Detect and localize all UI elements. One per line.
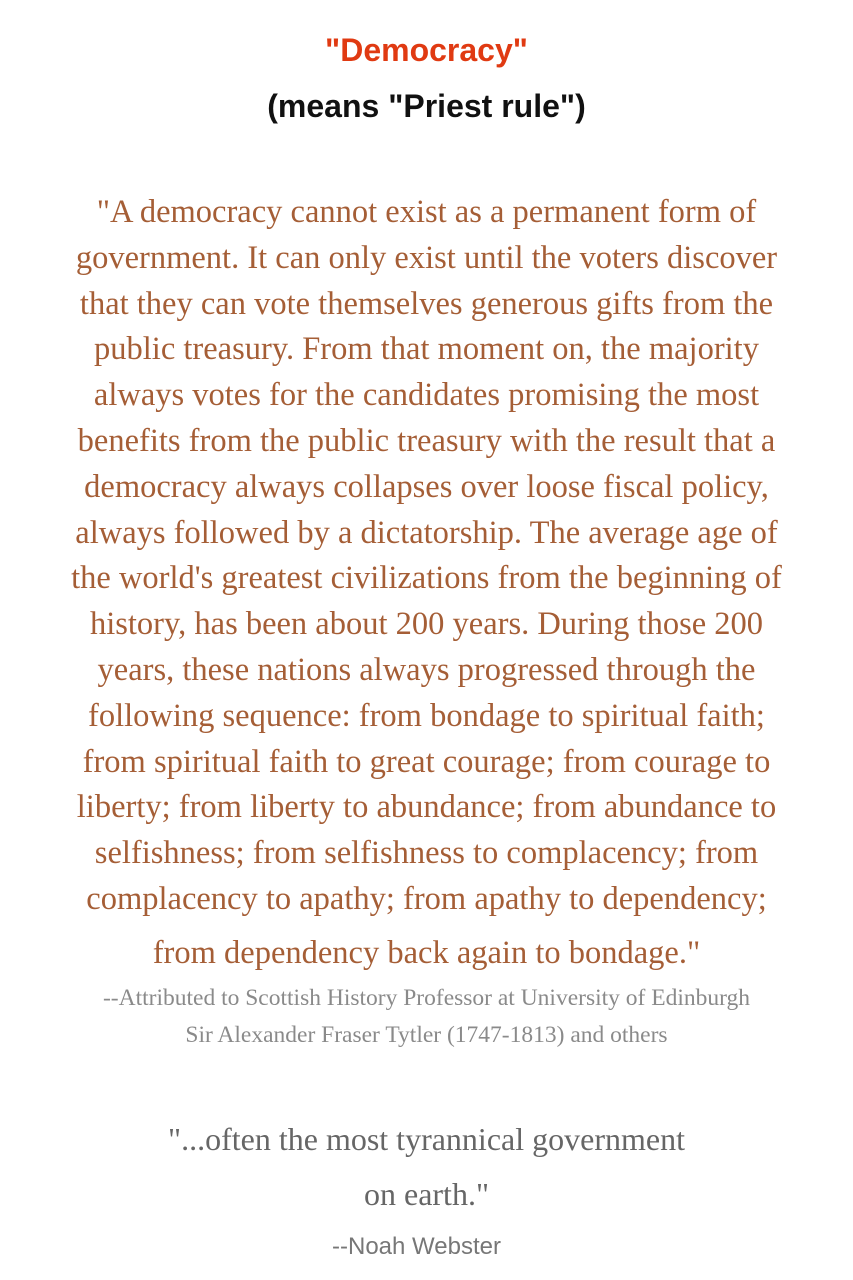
quote-line: the world's greatest civilizations from the beginning of: [71, 560, 782, 597]
quote-line: public treasury. From that moment on, the majority: [94, 331, 759, 368]
quote-attribution: [0, 980, 853, 1054]
quote-line: benefits from the public treasury with the result that a: [77, 422, 776, 459]
webster-quote-line: "...often the most tyrannical government: [168, 1121, 685, 1157]
page-title: "Democracy": [325, 32, 528, 68]
tytler-quote: [0, 190, 853, 977]
quote-line: history, has been about 200 years. During those 200: [89, 606, 764, 643]
quote-line: "A democracy cannot exist as a permanent form of: [96, 194, 757, 230]
quote-line: democracy always collapses over loose fiscal policy,: [84, 468, 769, 505]
webster-quote-line: on earth.": [363, 1176, 489, 1212]
quote-line: following sequence: from bondage to spiritual faith;: [88, 697, 765, 734]
quote-line: years, these nations always progressed through the: [97, 651, 756, 688]
quote-line: from dependency back again to bondage.": [152, 934, 701, 971]
quote-line: always votes for the candidates promising the most: [93, 377, 760, 414]
quote-line: always followed by a dictatorship. The average age of: [75, 514, 778, 551]
page-subtitle: (means "Priest rule"): [267, 88, 586, 124]
quote-line: government. It can only exist until the voters discover: [75, 239, 778, 276]
webster-attribution: --Noah Webster: [332, 1233, 501, 1260]
quote-line: from spiritual faith to great courage; from courage to: [82, 743, 771, 780]
quote-line: that they can vote themselves generous gifts from the: [79, 285, 774, 322]
quote-line: liberty; from liberty to abundance; from abundance to: [76, 789, 777, 826]
quote-line: complacency to apathy; from apathy to dependency;: [86, 880, 767, 917]
attribution-line: Sir Alexander Fraser Tytler (1747-1813) and others: [185, 1022, 668, 1048]
webster-quote: [0, 1112, 853, 1222]
quote-line: selfishness; from selfishness to complacency; from: [94, 835, 759, 872]
attribution-line: --Attributed to Scottish History Professor at University of Edinburgh: [102, 985, 751, 1011]
